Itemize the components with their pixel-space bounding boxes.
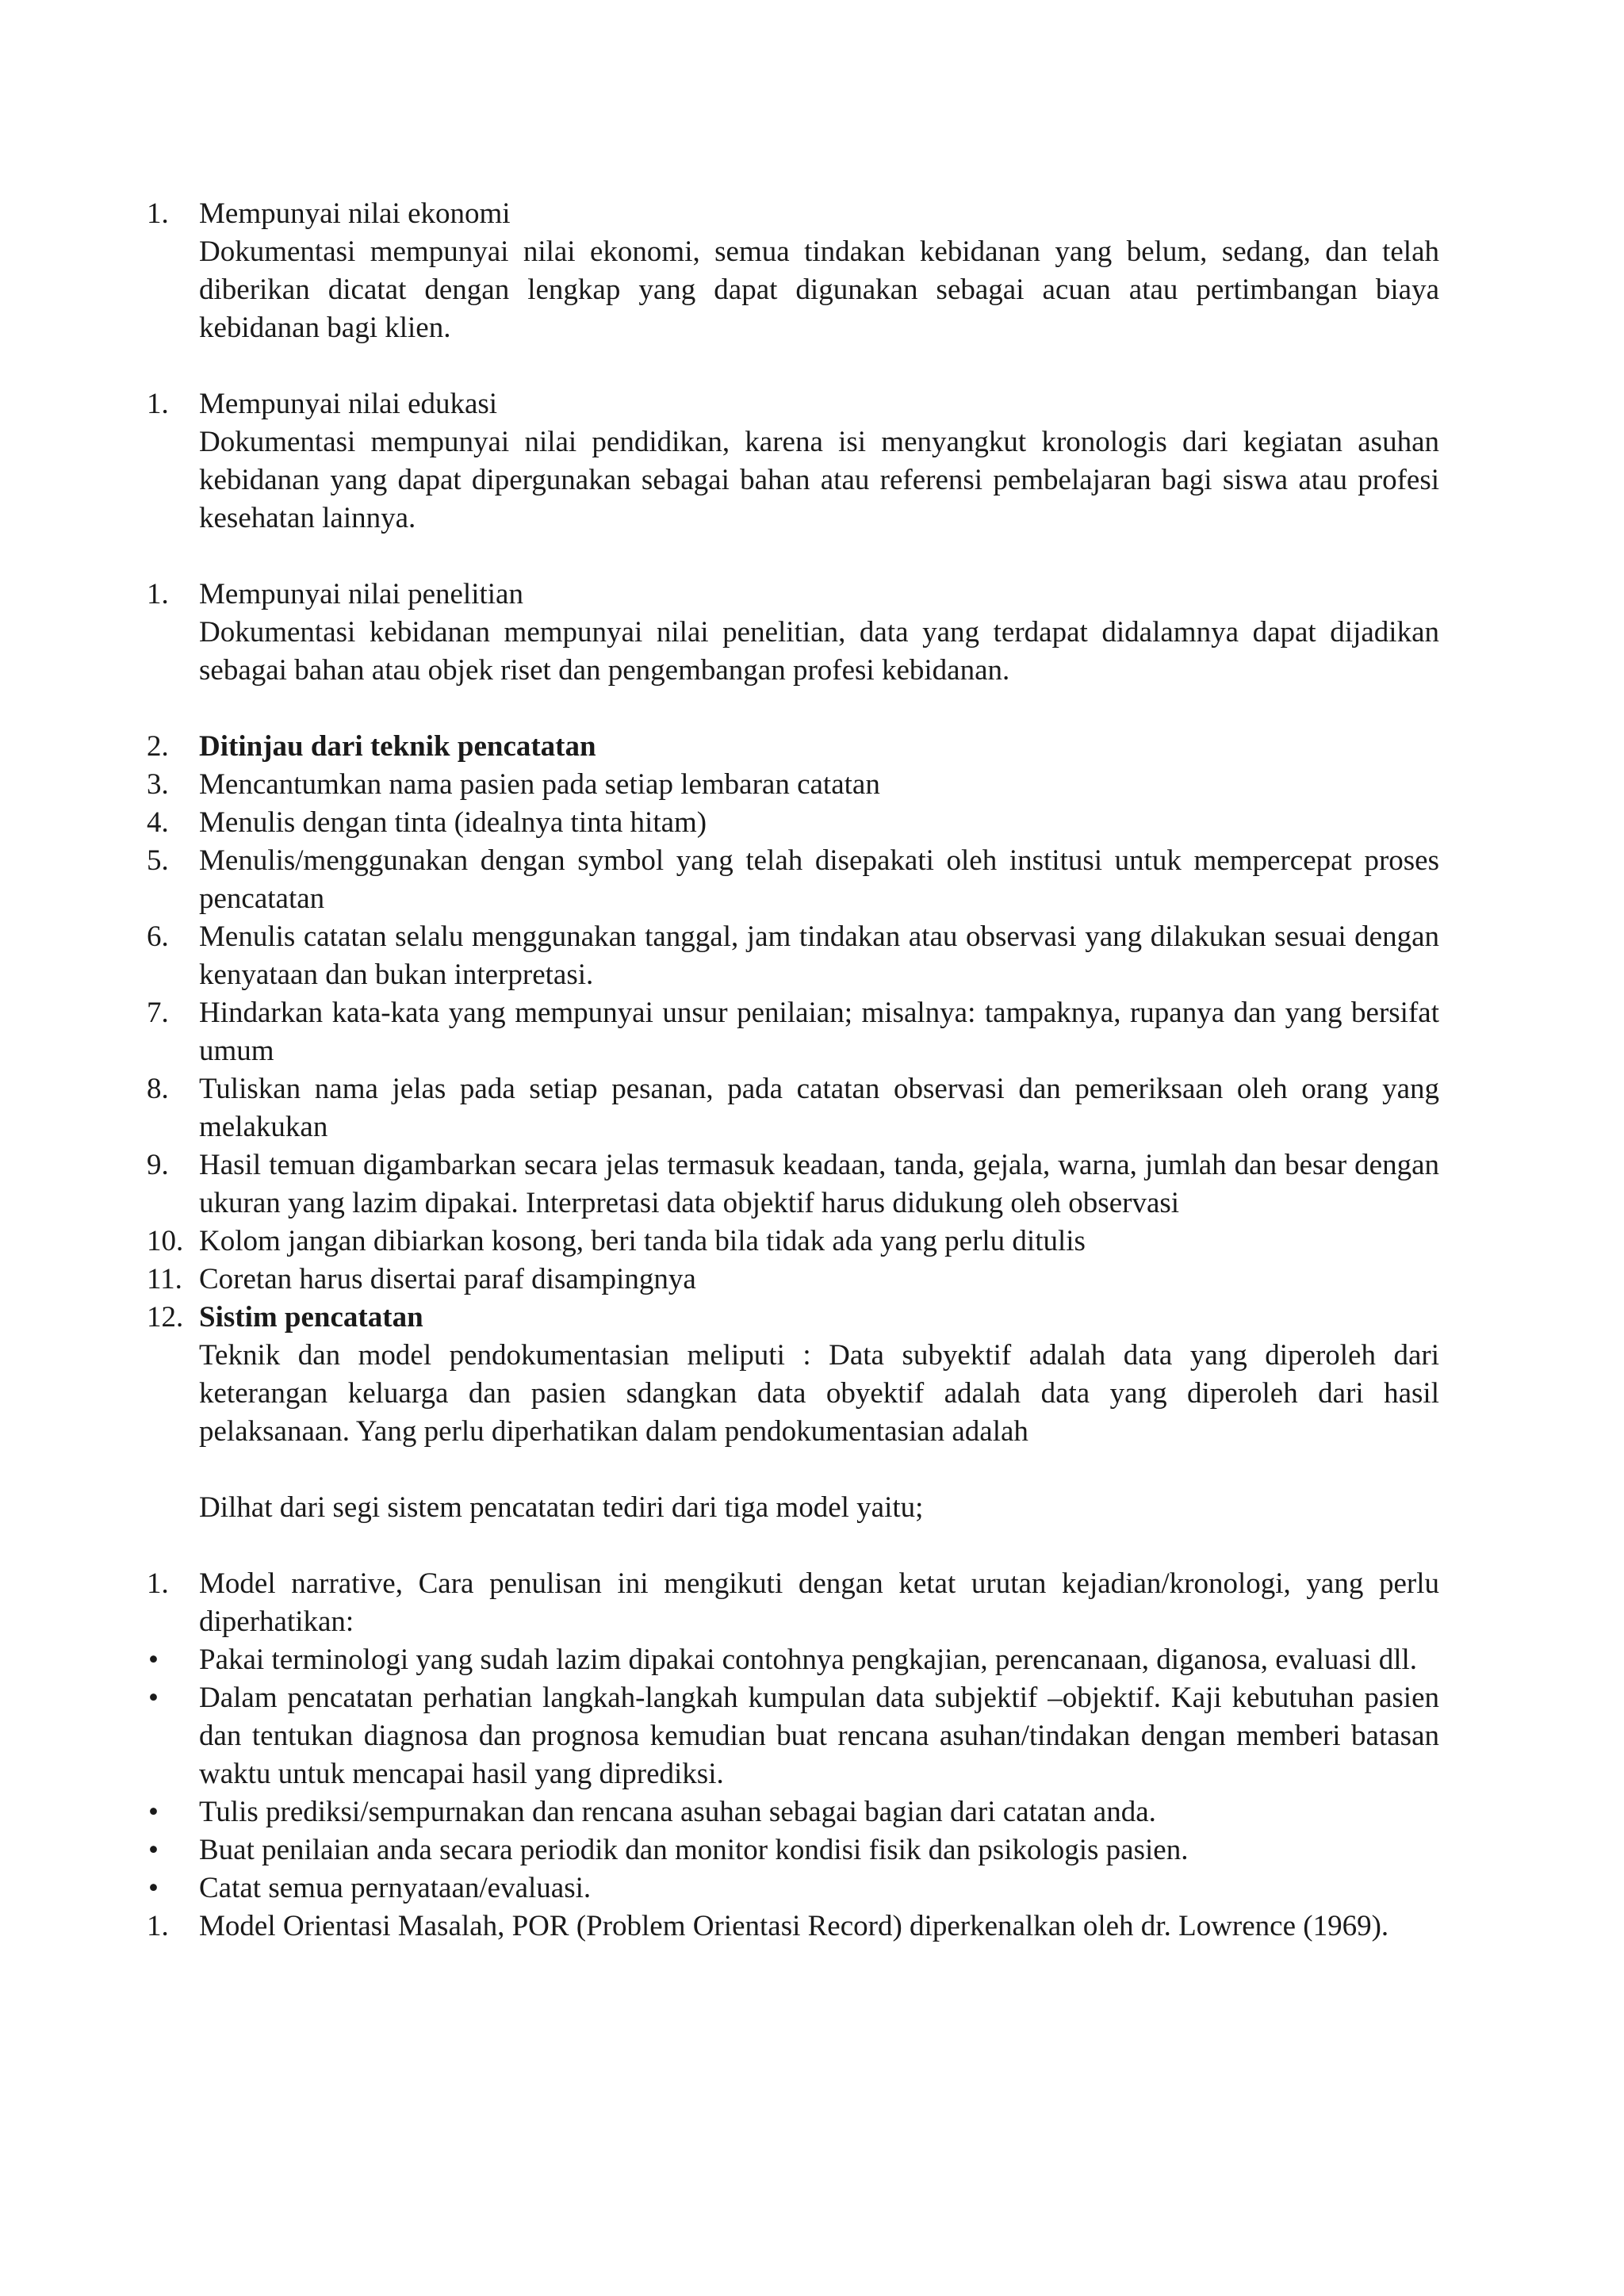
list-item-nilai-penelitian — [147, 576, 1439, 690]
list-item-text: Model Orientasi Masalah, POR (Problem Orientasi Record) diperkenalkan oleh dr. Lowrence (1969). — [199, 1910, 1389, 1942]
bullet-item — [147, 1831, 1439, 1869]
list-marker: 3. — [147, 768, 169, 801]
list-marker: 2. — [147, 730, 169, 763]
list-marker: 10. — [147, 1225, 184, 1257]
list-item — [147, 1146, 1439, 1223]
bullet-text: Catat semua pernyataan/evaluasi. — [199, 1872, 592, 1904]
list-item — [147, 994, 1439, 1070]
bullet-item — [147, 1869, 1439, 1908]
section-paragraph: Teknik dan model pendokumentasian meliputi : Data subyektif adalah data yang diperoleh dari keterangan keluarga dan pasien sdangkan data obyektif adalah data yang diperoleh dari hasil pelaksanaan. Yang perlu diperhatikan dalam pendokumentasian adalah — [199, 1339, 1439, 1448]
list-item-text: Hindarkan kata-kata yang mempunyai unsur penilaian; misalnya: tampaknya, rupanya dan yang bersifat umum — [199, 997, 1439, 1067]
bullet-icon: • — [148, 1644, 159, 1676]
bullet-icon: • — [148, 1796, 159, 1828]
list-heading: Ditinjau dari teknik pencatatan — [199, 730, 596, 763]
list-item-text: Menulis dengan tinta (idealnya tinta hitam) — [199, 806, 707, 839]
list-marker: 1. — [147, 1910, 169, 1942]
list-item-text: Model narrative, Cara penulisan ini mengikuti dengan ketat urutan kejadian/kronologi, yang perlu diperhatikan: — [199, 1567, 1439, 1638]
document-content — [147, 195, 1439, 1946]
list-item — [147, 766, 1439, 804]
list-marker: 1. — [147, 578, 169, 610]
list-marker: 1. — [147, 197, 169, 230]
bullet-text: Tulis prediksi/sempurnakan dan rencana asuhan sebagai bagian dari catatan anda. — [199, 1796, 1156, 1828]
list-marker: 6. — [147, 920, 169, 953]
list-item — [147, 842, 1439, 918]
list-item-model-narrative — [147, 1565, 1439, 1641]
list-item — [147, 804, 1439, 842]
section-title: Mempunyai nilai edukasi — [199, 388, 498, 420]
list-marker: 12. — [147, 1301, 184, 1334]
list-item — [147, 1070, 1439, 1146]
list-item-text: Mencantumkan nama pasien pada setiap lembaran catatan — [199, 768, 880, 801]
list-marker: 5. — [147, 844, 169, 877]
section-paragraph: Dokumentasi kebidanan mempunyai nilai penelitian, data yang terdapat didalamnya dapat dijadikan sebagai bahan atau objek riset dan pengembangan profesi kebidanan. — [199, 616, 1439, 687]
section-title: Mempunyai nilai penelitian — [199, 578, 523, 610]
list-item-nilai-ekonomi — [147, 195, 1439, 347]
section-title: Sistim pencatatan — [199, 1301, 423, 1334]
bullet-icon: • — [148, 1682, 159, 1714]
list-item-nilai-edukasi — [147, 385, 1439, 538]
section-title: Mempunyai nilai ekonomi — [199, 197, 511, 230]
list-item-text: Menulis catatan selalu menggunakan tanggal, jam tindakan atau observasi yang dilakukan sesuai dengan kenyataan dan bukan interpretasi. — [199, 920, 1439, 991]
list-item — [147, 1261, 1439, 1299]
list-marker: 8. — [147, 1073, 169, 1105]
list-marker: 7. — [147, 997, 169, 1029]
list-item-text: Menulis/menggunakan dengan symbol yang telah disepakati oleh institusi untuk mempercepat proses pencatatan — [199, 844, 1439, 915]
list-item — [147, 1223, 1439, 1261]
bullet-text: Dalam pencatatan perhatian langkah-langkah kumpulan data subjektif –objektif. Kaji kebutuhan pasien dan tentukan diagnosa dan prognosa kemudian buat rencana asuhan/tindakan dengan memberi batasan waktu untuk mencapai hasil yang diprediksi. — [199, 1682, 1439, 1790]
list-item-ditinjau — [147, 728, 1439, 766]
list-marker: 9. — [147, 1149, 169, 1181]
bullet-text: Pakai terminologi yang sudah lazim dipakai contohnya pengkajian, perencanaan, diganosa, evaluasi dll. — [199, 1644, 1418, 1676]
list-marker: 1. — [147, 1567, 169, 1600]
bullet-item — [147, 1679, 1439, 1793]
list-item-text: Hasil temuan digambarkan secara jelas termasuk keadaan, tanda, gejala, warna, jumlah dan besar dengan ukuran yang lazim dipakai. Interpretasi data objektif harus didukung oleh observasi — [199, 1149, 1439, 1219]
list-item-text: Tuliskan nama jelas pada setiap pesanan, pada catatan observasi dan pemeriksaan oleh orang yang melakukan — [199, 1073, 1439, 1143]
list-item-text: Kolom jangan dibiarkan kosong, beri tanda bila tidak ada yang perlu ditulis — [199, 1225, 1086, 1257]
bullet-text: Buat penilaian anda secara periodik dan monitor kondisi fisik dan psikologis pasien. — [199, 1834, 1189, 1866]
list-item-sistim-pencatatan — [147, 1299, 1439, 1451]
bullet-icon: • — [148, 1872, 159, 1904]
list-item-model-orientasi-masalah — [147, 1908, 1439, 1946]
list-marker: 1. — [147, 388, 169, 420]
bullet-item — [147, 1793, 1439, 1831]
models-intro: Dilhat dari segi sistem pencatatan tediri dari tiga model yaitu; — [199, 1491, 924, 1524]
list-marker: 11. — [147, 1263, 182, 1295]
list-item-text: Coretan harus disertai paraf disampingnya — [199, 1263, 696, 1295]
list-marker: 4. — [147, 806, 169, 839]
section-paragraph: Dokumentasi mempunyai nilai pendidikan, karena isi menyangkut kronologis dari kegiatan asuhan kebidanan yang dapat dipergunakan sebagai bahan atau referensi pembelajaran bagi siswa atau profesi kesehatan lainnya. — [199, 426, 1439, 534]
section-paragraph: Dokumentasi mempunyai nilai ekonomi, semua tindakan kebidanan yang belum, sedang, dan telah diberikan dicatat dengan lengkap yang dapat digunakan sebagai acuan atau pertimbangan biaya kebidanan bagi klien. — [199, 235, 1439, 344]
bullet-icon: • — [148, 1834, 159, 1866]
list-item — [147, 918, 1439, 994]
bullet-item — [147, 1641, 1439, 1679]
